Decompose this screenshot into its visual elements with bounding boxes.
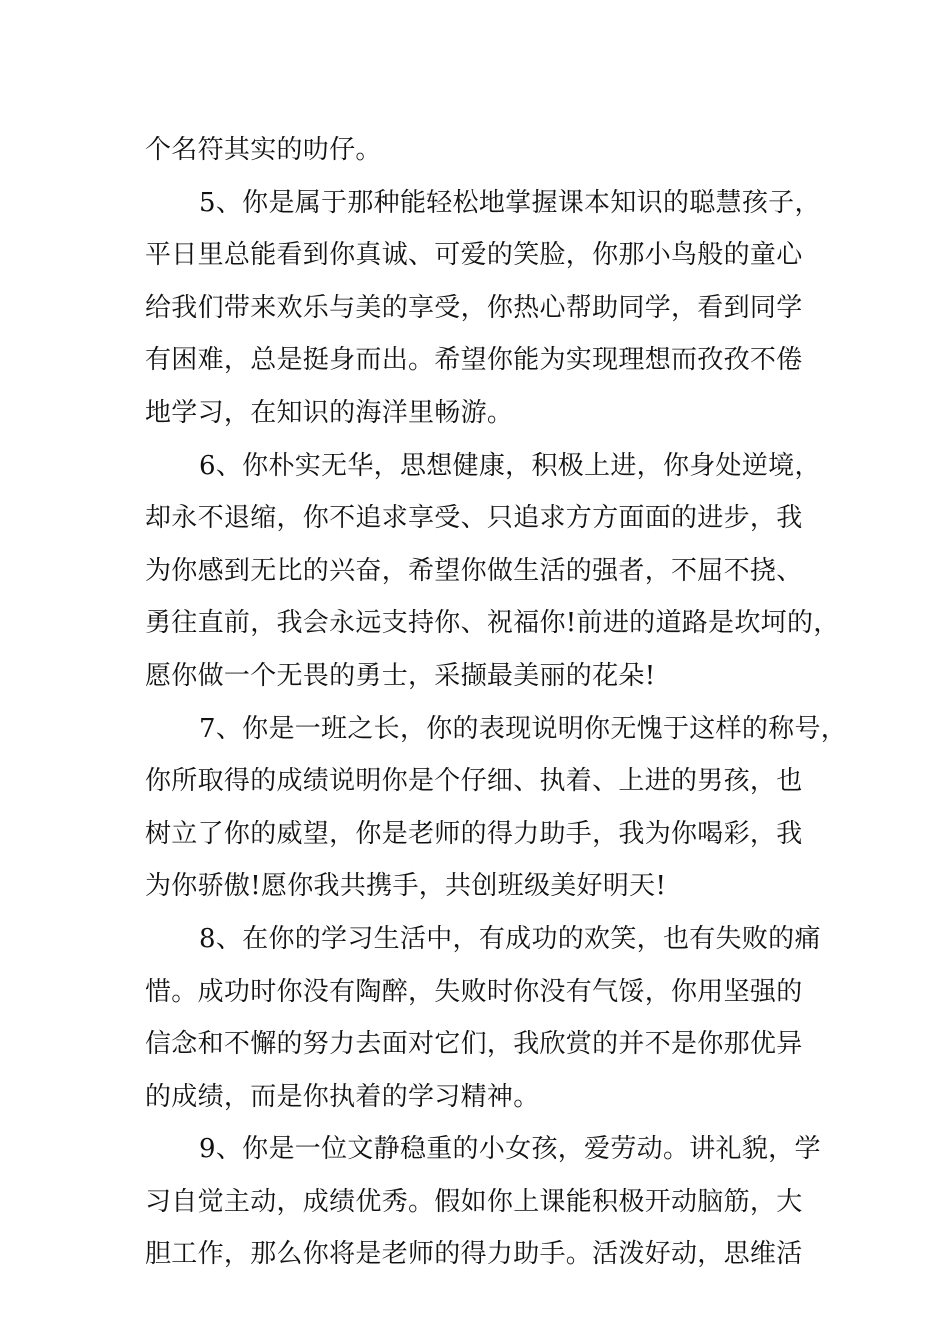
text-line: 地学习，在知识的海洋里畅游。 xyxy=(145,397,514,428)
text-line: 勇往直前，我会永远支持你、祝福你!前进的道路是坎坷的， xyxy=(145,608,840,639)
text-line: 平日里总能看到你真诚、可爱的笑脸，你那小鸟般的童心 xyxy=(145,240,803,271)
text-line: 你所取得的成绩说明你是个仔细、执着、上进的男孩，也 xyxy=(145,766,803,797)
text-line: 惜。成功时你没有陶醉，失败时你没有气馁，你用坚强的 xyxy=(145,976,803,1007)
paragraph-5-start: 5、你是属于那种能轻松地掌握课本知识的聪慧孩子， xyxy=(199,187,821,218)
text-line: 信念和不懈的努力去面对它们，我欣赏的并不是你那优异 xyxy=(145,1029,803,1060)
text-line: 为你感到无比的兴奋，希望你做生活的强者，不屈不挠、 xyxy=(145,555,803,586)
text-line: 愿你做一个无畏的勇士，采撷最美丽的花朵! xyxy=(145,660,656,691)
paragraph-6-start: 6、你朴实无华，思想健康，积极上进，你身处逆境， xyxy=(199,450,821,481)
text-line: 的成绩，而是你执着的学习精神。 xyxy=(145,1081,540,1112)
paragraph-8-start: 8、在你的学习生活中，有成功的欢笑，也有失败的痛 xyxy=(199,923,821,954)
text-line: 个名符其实的叻仔。 xyxy=(145,135,382,165)
text-line: 树立了你的威望，你是老师的得力助手，我为你喝彩，我 xyxy=(145,818,803,849)
text-line: 为你骄傲!愿你我共携手，共创班级美好明天! xyxy=(145,871,667,902)
text-line: 胆工作，那么你将是老师的得力助手。活泼好动，思维活 xyxy=(145,1239,803,1270)
text-line: 却永不退缩，你不追求享受、只追求方方面面的进步，我 xyxy=(145,503,803,534)
text-line: 有困难，总是挺身而出。希望你能为实现理想而孜孜不倦 xyxy=(145,345,803,376)
text-line: 习自觉主动，成绩优秀。假如你上课能积极开动脑筋，大 xyxy=(145,1186,803,1217)
text-line: 给我们带来欢乐与美的享受，你热心帮助同学，看到同学 xyxy=(145,292,803,323)
paragraph-9-start: 9、你是一位文静稳重的小女孩，爱劳动。讲礼貌，学 xyxy=(199,1134,821,1165)
paragraph-7-start: 7、你是一班之长，你的表现说明你无愧于这样的称号， xyxy=(199,713,848,744)
